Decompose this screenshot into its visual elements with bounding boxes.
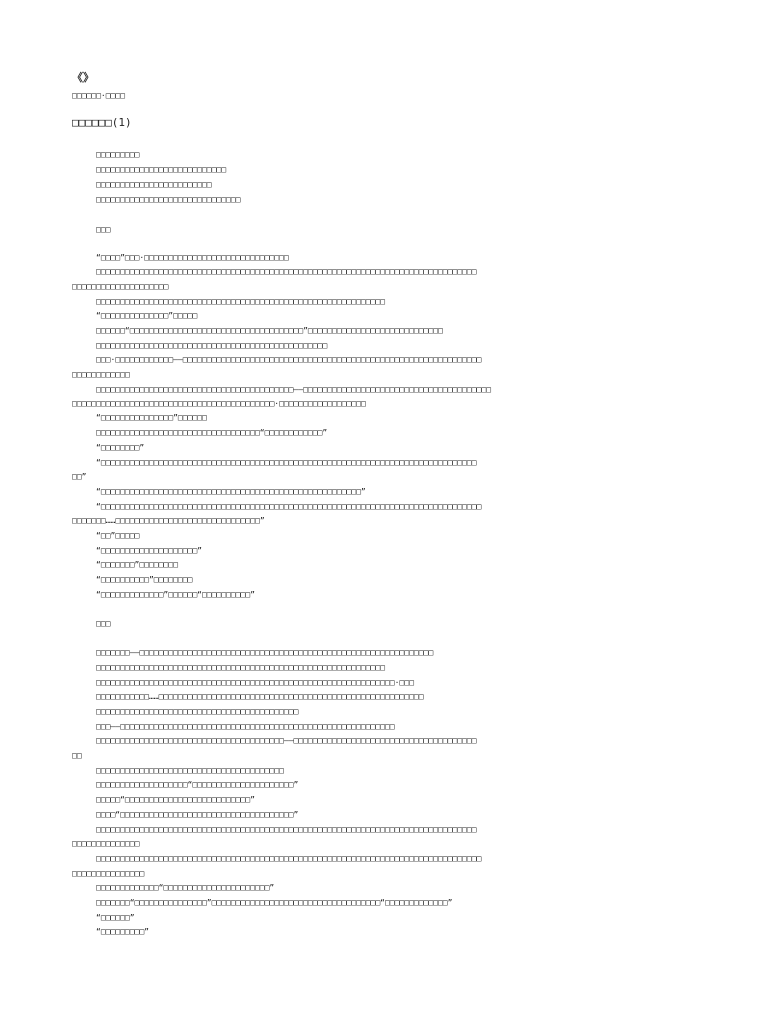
paragraph-line: “□□□□□□□”□□□□□□□□ [96, 560, 178, 569]
paragraph-line: □□” [72, 472, 87, 481]
paragraph-line: □□□□□□□□□□□□□□□□□□□□□□□□□□□□□□□□□□□□□□□——□□□□□□□□□□□□□□□□□□□□□□□□□□□□□□□□□□□□□□ [96, 736, 477, 745]
paragraph-line: □□□□□“□□□□□□□□□□□□□□□□□□□□□□□□□□” [96, 795, 255, 804]
paragraph-line: □□□□□□□□□□□□□□□□□□□□□□□□□□□□□□□□□□□□□□□□□□□□□□□□□□□□□□□□□□□□□□□□□□□□□□□□□□□□□□□□ [96, 854, 482, 863]
paragraph-line: □□ [72, 751, 82, 760]
paragraph-line: “□□□□□□□□□□”□□□□□□□□ [96, 575, 193, 584]
paragraph-line: □□□□□□□□□□□□□□□□□□□“□□□□□□□□□□□□□□□□□□□□□” [96, 780, 299, 789]
chapter-heading: □□□□□□(1) [72, 116, 132, 129]
section-break: □□□ [96, 619, 111, 628]
paragraph-line: □□□□“□□□□□□□□□□□□□□□□□□□□□□□□□□□□□□□□□□□□” [96, 810, 299, 819]
title-mark: 《》 [72, 71, 94, 84]
paragraph-line: □□□□□□□□□ [96, 150, 140, 159]
paragraph-line: □□□□□□□□□□□□□□□□□□□□□□□□□□□□□□□□□□□□□□□□□——□□□□□□□□□□□□□□□□□□□□□□□□□□□□□□□□□□□□□□□ [96, 385, 491, 394]
paragraph-line: □□□□□□□“□□□□□□□□□□□□□□□”□□□□□□□□□□□□□□□□□□□□□□□□□□□□□□□□□□□“□□□□□□□□□□□□□” [96, 898, 453, 907]
paragraph-line: □□□□□□□□□□□□□□□ [72, 869, 145, 878]
paragraph-line: “□□□□□□□□□” [96, 927, 149, 936]
paragraph-line: □□□□□□“□□□□□□□□□□□□□□□□□□□□□□□□□□□□□□□□□□□□”□□□□□□□□□□□□□□□□□□□□□□□□□□□□ [96, 326, 443, 335]
paragraph-line: □□□□□□□□□□□□□□□□□□□□□□□□□□□ [96, 165, 227, 174]
paragraph-line: □□□□□□□□□□□□□□□□□□□□□□□□□□□□□□□□□□□□□□□□□□ [96, 707, 299, 716]
paragraph-line: □□□□□□□□□□□□□□□□□□□□□□□□□□□□□□□□□□“□□□□□□□□□□□□” [96, 428, 328, 437]
paragraph-line: “□□□□□□□□□□□□□□□□□□□□□□□□□□□□□□□□□□□□□□□□□□□□□□□□□□□□□□” [96, 487, 366, 496]
paragraph-line: “□□□□□□□□□□□□□□”□□□□□ [96, 311, 198, 320]
paragraph-line: “□□□□□□□□□□□□□”□□□□□□“□□□□□□□□□□” [96, 590, 255, 599]
paragraph-line: □□□□□□□□□□□□ [72, 370, 130, 379]
paragraph-line: “□□□□□□” [96, 913, 135, 922]
paragraph-line: □□□□□□□——□□□□□□□□□□□□□□□□□□□□□□□□□□□□□□□□□□□□□□□□□□□□□□□□□□□□□□□□□□□□□ [96, 648, 434, 657]
paragraph-line: “□□□□□□□□□□□□□□□□□□□□□□□□□□□□□□□□□□□□□□□□□□□□□□□□□□□□□□□□□□□□□□□□□□□□□□□□□□□□□□□ [96, 502, 482, 511]
paragraph-line: “□□□□□□□□□□□□□□□□□□□□□□□□□□□□□□□□□□□□□□□□□□□□□□□□□□□□□□□□□□□□□□□□□□□□□□□□□□□□□□ [96, 458, 477, 467]
paragraph-line: “□□□□□□□□□□□□□□□”□□□□□□ [96, 413, 207, 422]
paragraph-line: □□□□□□□□□□□□□□□□□□□□□□□□□□□□□□ [96, 195, 241, 204]
paragraph-line: □□□□□□□……□□□□□□□□□□□□□□□□□□□□□□□□□□□□□□” [72, 516, 265, 525]
paragraph-line: □□□□□□□□□□□□□□□□□□□□□□□□□□□□□□□□□□□□□□□□□□□□□□□□ [96, 341, 328, 350]
byline: □□□□□□·□□□□ [72, 91, 125, 100]
paragraph-line: □□□□□□□□□□□□□□□□□□□□□□□□ [96, 180, 212, 189]
paragraph-line: □□□□□□□□□□□□□“□□□□□□□□□□□□□□□□□□□□□□” [96, 883, 275, 892]
paragraph-line: □□□——□□□□□□□□□□□□□□□□□□□□□□□□□□□□□□□□□□□□□□□□□□□□□□□□□□□□□□□□□ [96, 722, 395, 731]
paragraph-line: □□□□□□□□□□□□□□ [72, 839, 140, 848]
paragraph-line: □□□□□□□□□□□□□□□□□□□□□□□□□□□□□□□□□□□□□□□□□□□□□□□□□□□□□□□□□□□□□□□□□□□□□□□□□□□□□□□ [96, 267, 477, 276]
paragraph-line: “□□□□□□□□□□□□□□□□□□□□” [96, 546, 202, 555]
paragraph-line: “□□□□”□□□·□□□□□□□□□□□□□□□□□□□□□□□□□□□□□□ [96, 253, 289, 262]
paragraph-line: “□□”□□□□□ [96, 531, 140, 540]
section-break: □□□ [96, 225, 111, 234]
paragraph-line: □□□□□□□□□□□□□□□□□□□□□□□□□□□□□□□□□□□□□□□□□□·□□□□□□□□□□□□□□□□□□ [72, 399, 366, 408]
paragraph-line: □□□·□□□□□□□□□□□□——□□□□□□□□□□□□□□□□□□□□□□□□□□□□□□□□□□□□□□□□□□□□□□□□□□□□□□□□□□□□□□ [96, 355, 482, 364]
paragraph-line: □□□□□□□□□□□□□□□□□□□□□□□□□□□□□□□□□□□□□□□□□□□□□□□□□□□□□□□□□□□□□□·□□□ [96, 678, 414, 687]
paragraph-line: “□□□□□□□□” [96, 443, 145, 452]
paragraph-line: □□□□□□□□□□□□□□□□□□□□□□□□□□□□□□□□□□□□□□□ [96, 766, 284, 775]
paragraph-line: □□□□□□□□□□□□□□□□□□□□ [72, 282, 169, 291]
paragraph-line: □□□□□□□□□□□□□□□□□□□□□□□□□□□□□□□□□□□□□□□□□□□□□□□□□□□□□□□□□□□□ [96, 663, 385, 672]
paragraph-line: □□□□□□□□□□□□□□□□□□□□□□□□□□□□□□□□□□□□□□□□□□□□□□□□□□□□□□□□□□□□□□□□□□□□□□□□□□□□□□□ [96, 825, 477, 834]
paragraph-line: □□□□□□□□□□□……□□□□□□□□□□□□□□□□□□□□□□□□□□□□□□□□□□□□□□□□□□□□□□□□□□□□□□□ [96, 692, 424, 701]
paragraph-line: □□□□□□□□□□□□□□□□□□□□□□□□□□□□□□□□□□□□□□□□□□□□□□□□□□□□□□□□□□□□ [96, 297, 385, 306]
